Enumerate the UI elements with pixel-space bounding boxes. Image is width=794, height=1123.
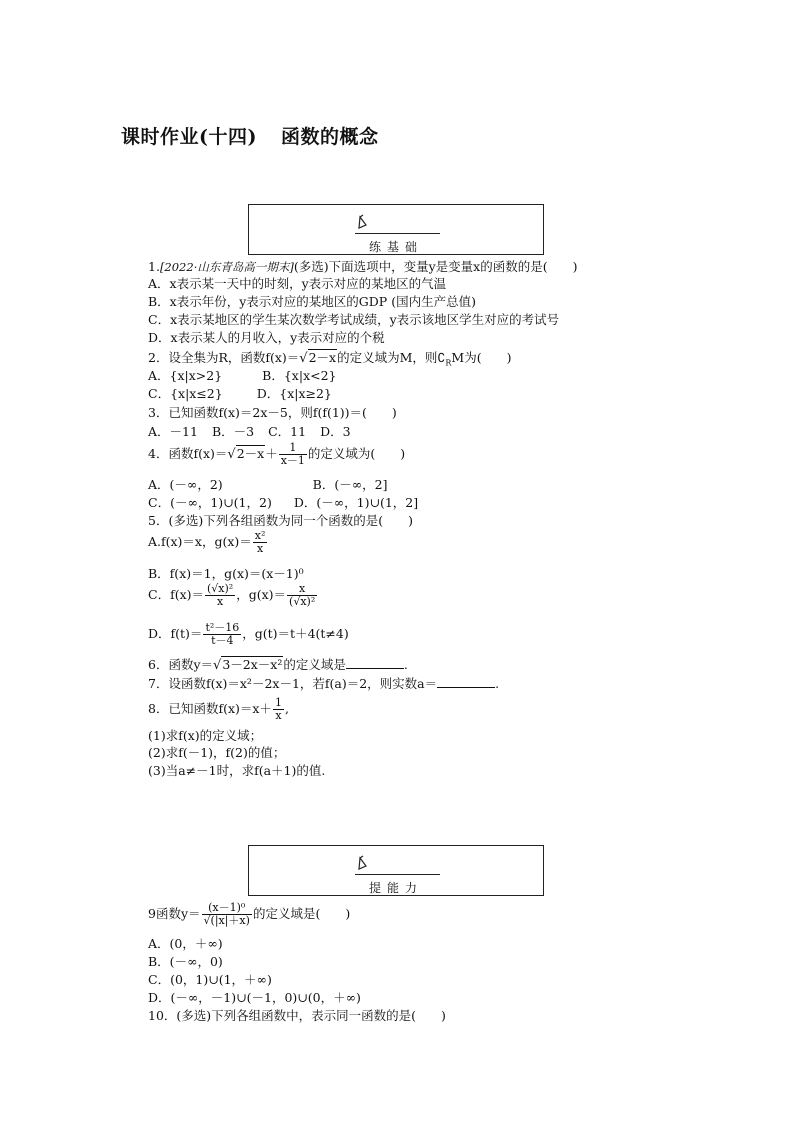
question-8: 8．已知函数f(x)＝x＋ $\frac{1}{x}$ , [148, 696, 289, 722]
question-6: 6．函数y＝√3－2x－x²的定义域是 . [148, 657, 408, 673]
question-3: 3．已知函数f(x)＝2x－5，则f(f(1))＝( ) [148, 405, 397, 420]
q4-options-ab: A．(－∞，2) B．(－∞，2] [148, 477, 388, 492]
q1-option-a: A．x表示某一天中的时刻，y表示对应的某地区的气温 [148, 276, 447, 291]
q8-part-1: (1)求f(x)的定义域； [148, 728, 263, 743]
q8-part-3: (3)当a≠－1时，求f(a＋1)的值. [148, 763, 326, 778]
q8-part-2: (2)求f(－1)，f(2)的值； [148, 745, 286, 760]
question-5: 5．(多选)下列各组函数为同一个函数的是( ) [148, 513, 413, 528]
pencil-icon [355, 214, 371, 230]
q2-options-cd: C．{x|x≤2} D．{x|x≥2} [148, 386, 332, 401]
question-2: 2．设全集为R，函数f(x)＝√2－x的定义域为M，则$∁_RM$为( ) [148, 350, 512, 368]
section-label: 练基础 [368, 240, 423, 254]
section-label: 提能力 [368, 881, 423, 895]
q3-options: A．－11 B．－3 C．11 D．3 [148, 424, 351, 439]
question-4: 4．函数f(x)＝√2－x＋ $\frac{1}{x-1}$ 的定义域为( ) [148, 441, 406, 467]
q2-options-ab: A．{x|x>2} B．{x|x<2} [148, 368, 337, 383]
question-7: 7．设函数f(x)＝x²－2x－1，若f(a)＝2，则实数a＝ . [148, 676, 500, 691]
answer-blank[interactable] [437, 677, 495, 688]
section-header-advanced [248, 845, 544, 896]
page-title: 课时作业(十四) 函数的概念 [121, 126, 379, 148]
q5-option-d: D．f(t)＝ $\frac{\text{t²－16}}{t-4}$ ，g(t)＝t＋4(t≠4) [148, 621, 349, 647]
q1-option-d: D．x表示某人的月收入，y表示对应的个税 [148, 330, 385, 345]
q1-option-b: B．x表示年份，y表示对应的某地区的GDP (国内生产总值) [148, 294, 476, 309]
question-9: 9函数y＝ $\frac{\text{(x－1)⁰}}{√(|x|+x)}$ 的定义域是( ) [148, 901, 351, 927]
q9-option-d: D．(－∞，－1)∪(－1，0)∪(0，＋∞) [148, 990, 361, 1005]
q9-option-a: A．(0，＋∞) [148, 936, 223, 951]
q4-options-cd: C．(－∞，1)∪(1，2) D．(－∞，1)∪(1，2] [148, 495, 419, 510]
question-1: 1.[2022·山东青岛高一期末](多选)下面选项中，变量y是变量x的函数的是( ) [148, 259, 578, 274]
q5-option-a: A.f(x)＝x，g(x)＝ $\frac{\text{x²}}{x}$ [148, 529, 266, 555]
q5-option-c: C．f(x)＝ $\frac{\text{(√x)²}}{x}$ ，g(x)＝ $\frac{x}{\text{(√x)²}}$ [148, 582, 316, 608]
q9-option-b: B．(－∞，0) [148, 954, 223, 969]
pencil-icon [355, 855, 371, 871]
q5-option-b: B．f(x)＝1，g(x)＝(x－1)⁰ [148, 566, 304, 581]
answer-blank[interactable] [346, 658, 404, 669]
section-header-basic [248, 204, 544, 255]
q9-option-c: C．(0，1)∪(1，＋∞) [148, 972, 272, 987]
question-10: 10．(多选)下列各组函数中，表示同一函数的是( ) [148, 1008, 446, 1023]
q1-option-c: C．x表示某地区的学生某次数学考试成绩，y表示该地区学生对应的考试号 [148, 312, 560, 327]
